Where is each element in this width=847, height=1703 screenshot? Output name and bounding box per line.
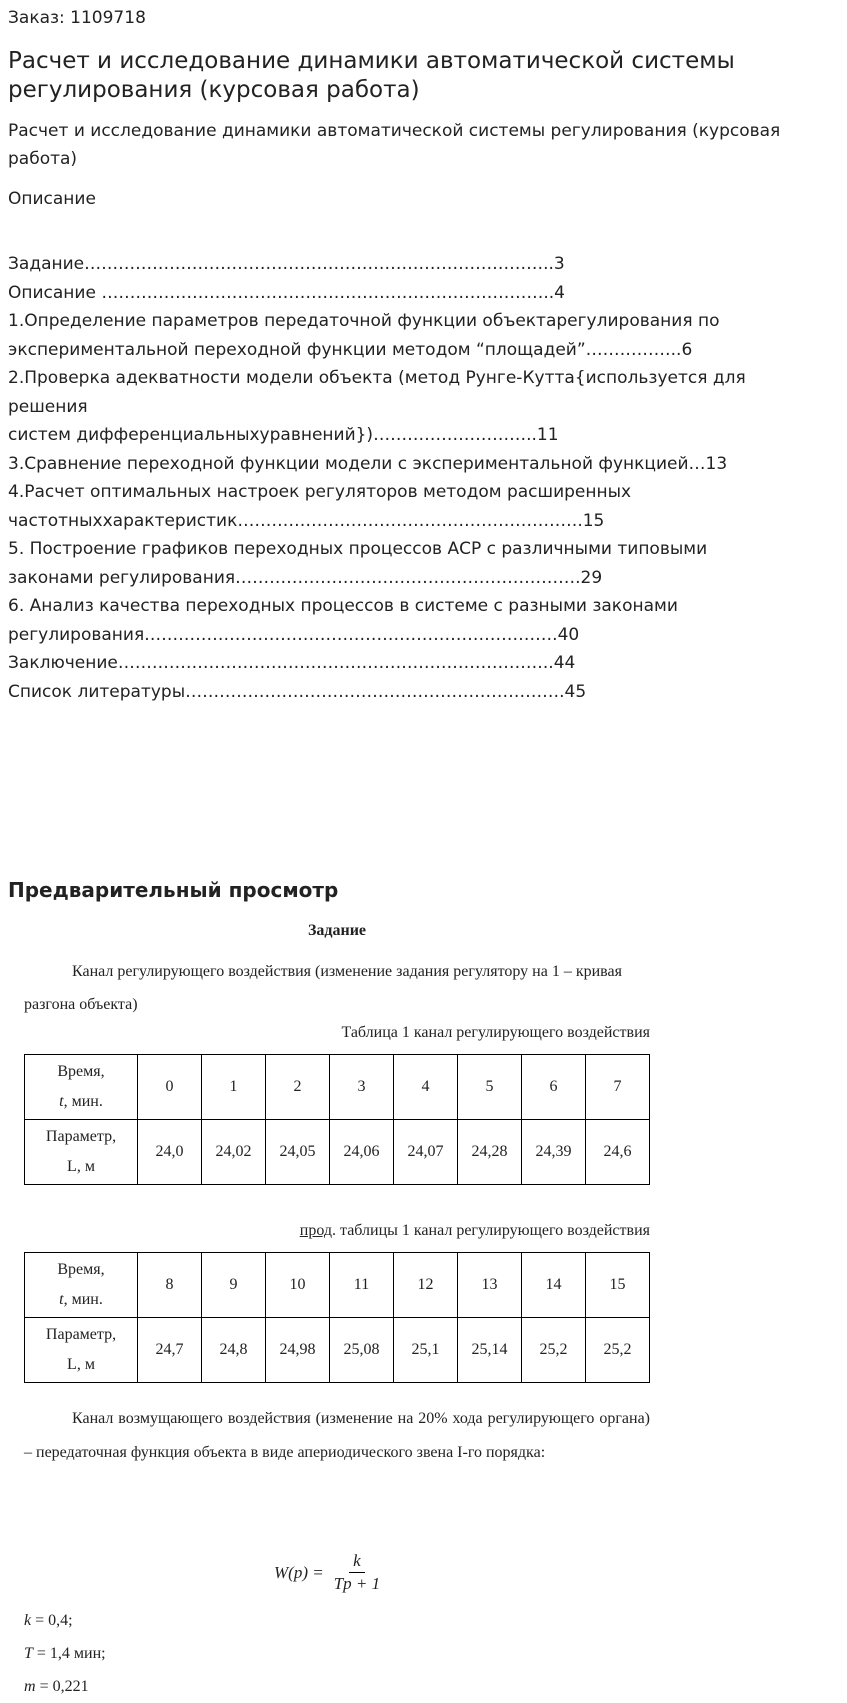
toc-line: регулирования……………………………………………………………….40 — [8, 624, 580, 645]
order-number: Заказ: 1109718 — [8, 8, 146, 28]
table-cell: 5 — [458, 1055, 522, 1120]
table-row — [25, 1318, 650, 1383]
table-row — [25, 1055, 650, 1120]
table-cell: 12 — [394, 1253, 458, 1318]
parameter-line: k = 0,4; — [24, 1612, 73, 1629]
table-cell: 1 — [202, 1055, 266, 1120]
table-cell: 10 — [266, 1253, 330, 1318]
toc-line: Задание………………………………………………………………………..3 — [8, 254, 565, 274]
toc-line: 5. Построение графиков переходных процессов АСР с различными типовыми — [8, 539, 708, 559]
page-title: Расчет и исследование динамики автоматической системы регулирования (курсовая работа) — [8, 48, 735, 103]
table-cell: 24,6 — [586, 1120, 650, 1185]
formula-numerator: k — [349, 1550, 365, 1573]
table-cell: 11 — [330, 1253, 394, 1318]
table1-caption: Таблица 1 канал регулирующего воздействия — [341, 1024, 650, 1041]
table-cell: 24,39 — [522, 1120, 586, 1185]
toc-line: Описание ……………………………………………………………………..4 — [8, 282, 565, 303]
table-cell: 24,07 — [394, 1120, 458, 1185]
table-cell: 14 — [522, 1253, 586, 1318]
table-cell: 9 — [202, 1253, 266, 1318]
formula-fraction — [330, 1550, 384, 1595]
row-header-parameter: Параметр, L, м — [25, 1318, 138, 1383]
data-table-2 — [24, 1252, 650, 1383]
table-row — [25, 1253, 650, 1318]
table-cell: 25,2 — [522, 1318, 586, 1383]
table-cell: 24,7 — [138, 1318, 202, 1383]
table-cell: 4 — [394, 1055, 458, 1120]
toc-line: 2.Проверка адекватности модели объекта (метод Рунге-Кутта{используется для — [8, 368, 746, 388]
toc-line: экспериментальной переходной функции методом “площадей”……………..6 — [8, 339, 693, 360]
toc-line: законами регулирования…………………………………………………….29 — [8, 567, 603, 588]
description-heading: Описание — [8, 189, 96, 209]
toc-line: 6. Анализ качества переходных процессов в системе с разными законами — [8, 596, 678, 616]
preview-heading: Предварительный просмотр — [8, 878, 339, 902]
table-cell: 25,08 — [330, 1318, 394, 1383]
parameter-line: T = 1,4 мин; — [24, 1645, 106, 1662]
toc-line: 1.Определение параметров передаточной функции объектарегулирования по — [8, 311, 720, 331]
table-cell: 24,06 — [330, 1120, 394, 1185]
table-cell: 24,28 — [458, 1120, 522, 1185]
table-cell: 13 — [458, 1253, 522, 1318]
toc-line: Список литературы………………………………………………………….45 — [8, 681, 587, 702]
table-of-contents — [8, 250, 847, 706]
table-cell: 7 — [586, 1055, 650, 1120]
table-cell: 24,02 — [202, 1120, 266, 1185]
table-cell: 25,2 — [586, 1318, 650, 1383]
transfer-function-formula — [274, 1550, 384, 1595]
table-cell: 24,8 — [202, 1318, 266, 1383]
table-cell: 15 — [586, 1253, 650, 1318]
table-cell: 24,0 — [138, 1120, 202, 1185]
table-cell: 25,1 — [394, 1318, 458, 1383]
toc-line: Заключение…………………………………………………………………..44 — [8, 653, 576, 673]
row-header-parameter: Параметр, L, м — [25, 1120, 138, 1185]
parameter-line: m = 0,221 — [24, 1678, 89, 1695]
table-cell: 8 — [138, 1253, 202, 1318]
table-cell: 2 — [266, 1055, 330, 1120]
toc-line: частотныххарактеристик…………………………………………………….15 — [8, 510, 605, 531]
formula-lhs: W(p) = — [274, 1562, 324, 1582]
formula-denominator: Tp + 1 — [333, 1574, 381, 1593]
table-cell: 24,98 — [266, 1318, 330, 1383]
data-table-1 — [24, 1054, 650, 1185]
table2-caption: прод. таблицы 1 канал регулирующего воздействия — [299, 1222, 650, 1239]
table-cell: 25,14 — [458, 1318, 522, 1383]
toc-line: решения — [8, 396, 88, 417]
table-row — [25, 1120, 650, 1185]
table-cell: 0 — [138, 1055, 202, 1120]
task-paragraph: Канал регулирующего воздействия (изменение задания регулятору на 1 – кривая разгона объекта) — [24, 963, 622, 1013]
parameter-list — [24, 1604, 106, 1703]
row-header-time: Время, t, мин. — [25, 1055, 138, 1120]
toc-line: 3.Сравнение переходной функции модели с экспериментальной функцией…13 — [8, 453, 728, 474]
table-cell: 3 — [330, 1055, 394, 1120]
table-cell: 24,05 — [266, 1120, 330, 1185]
row-header-time: Время, t, мин. — [25, 1253, 138, 1318]
page-subtitle: Расчет и исследование динамики автоматической системы регулирования (курсовая работа) — [8, 121, 781, 169]
document-heading: Задание — [307, 922, 367, 939]
toc-line: 4.Расчет оптимальных настроек регуляторов методом расширенных — [8, 482, 632, 502]
table-cell: 6 — [522, 1055, 586, 1120]
disturbance-paragraph: Канал возмущающего воздействия (изменение на 20% хода регулирующего органа) – передаточная функция объекта в виде апериодического звена I-го порядка: — [24, 1410, 650, 1461]
toc-line: систем дифференциальныхуравнений})………………………..11 — [8, 425, 559, 445]
